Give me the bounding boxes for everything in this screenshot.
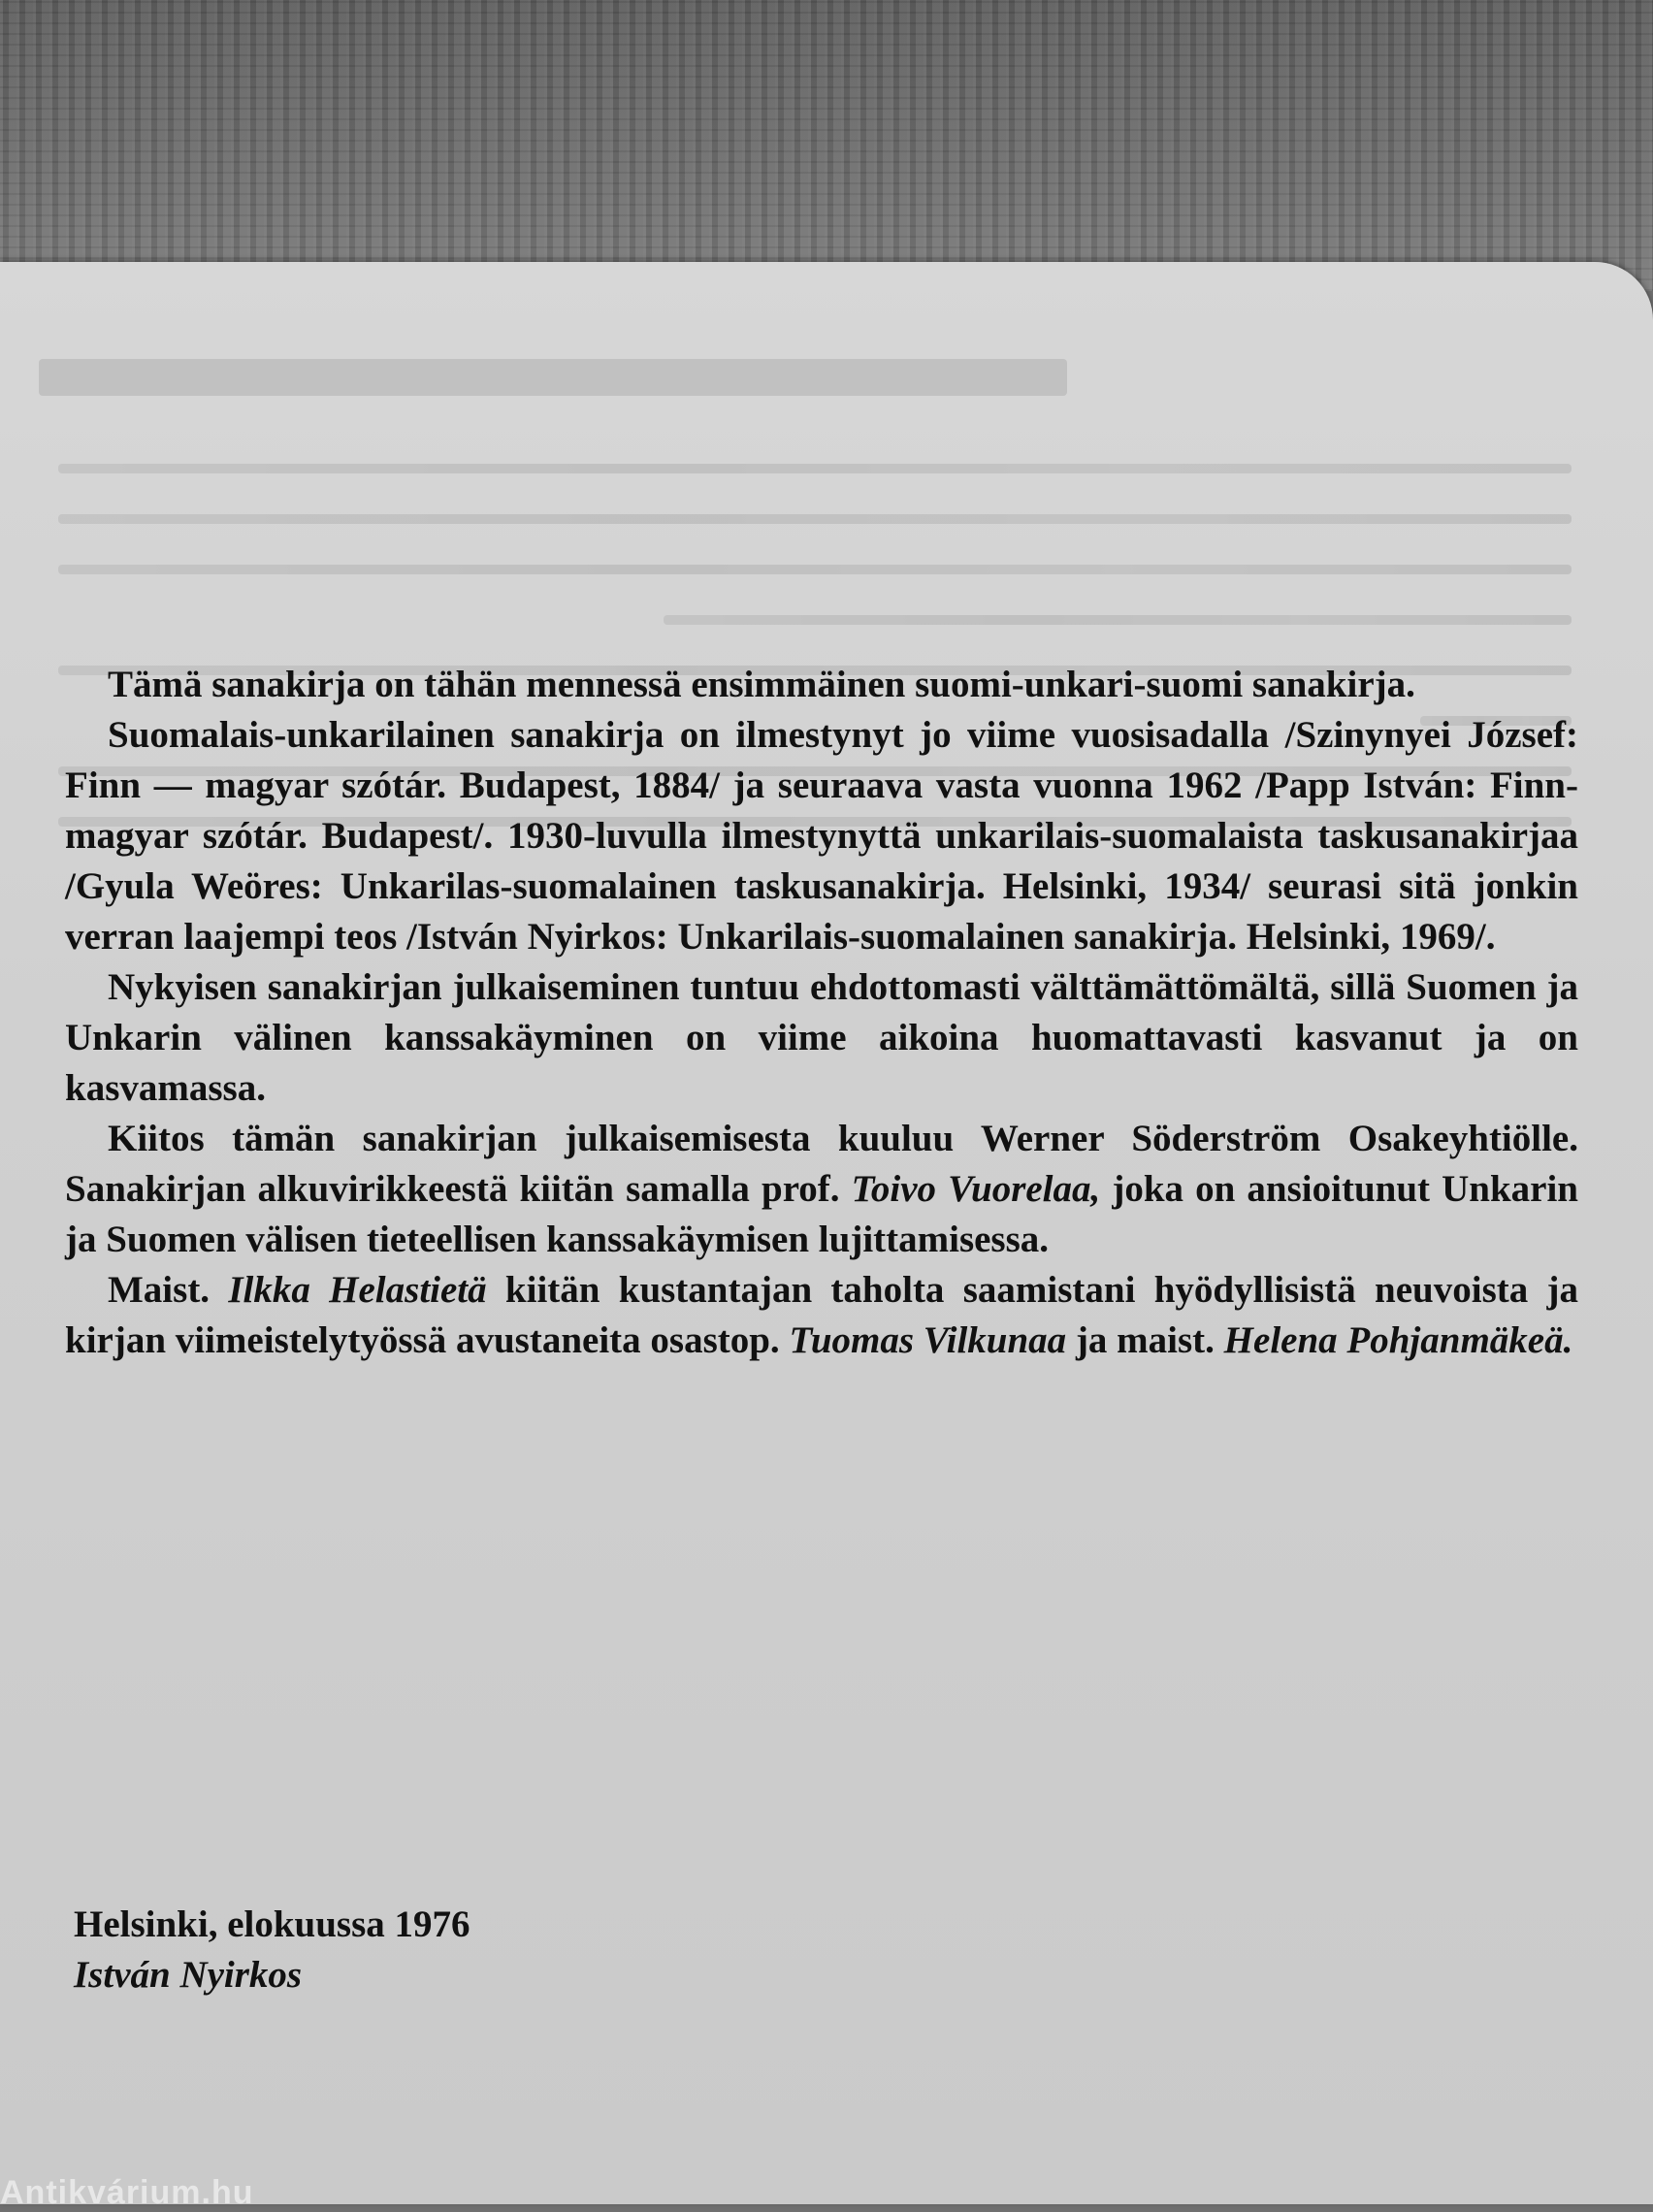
paragraph-4-text-a: Kiitos tämän sanakirjan julkaisemisesta kuuluu Werner Söderström Osakeyhtiölle. Sanakirjan alkuvirikkeestä kiitän samalla prof. (65, 1118, 1578, 1210)
paragraph-5-text-a: Maist. (108, 1269, 229, 1311)
watermark-text: Antikvárium.hu (0, 2174, 254, 2211)
paragraph-3 (65, 962, 1578, 1114)
paragraph-2 (65, 710, 1578, 962)
paragraph-4-text-b: joka on ansioitunut Unkarin ja Suomen välisen tieteellisen kanssakäymisen lujittamisessa. (65, 1168, 1578, 1260)
signature-author: István Nyirkos (74, 1954, 303, 1996)
background-texture (0, 0, 1653, 291)
paragraph-5-name-vilkunaa: Tuomas Vilkunaa (789, 1319, 1067, 1361)
paragraph-5-text-b: kiitän kustantajan taholta saamistani hyödyllisistä neuvoista ja kirjan viimeistelytyössä avustaneita osastop. (65, 1269, 1579, 1361)
paragraph-2-text: Suomalais-unkarilainen sanakirja on ilmestynyt jo viime vuosisadalla /Szinynyei József: Finn — magyar szótár. Budapest, 1884/ ja seuraava vasta vuonna 1962 /Papp István: Finn-magyar szótár. Budapest/. 1930-luvulla ilmestynyttä unkarilais-suomalaista taskusanakirjaa /Gyula Weöres: Unkarilas-suomalainen taskusanakirja. Helsinki, 1934/ seurasi sitä jonkin verran laajempi teos /István Nyirkos: Unkarilais-suomalainen sanakirja. Helsinki, 1969/. (65, 714, 1578, 958)
paragraph-5-name-helastieta: Ilkka Helastietä (228, 1269, 487, 1311)
signature-place-date: Helsinki, elokuussa 1976 (74, 1903, 470, 1945)
preface-text (65, 660, 1578, 1366)
paragraph-1 (65, 660, 1578, 710)
paragraph-4-name-vuorelaa: Toivo Vuorelaa, (851, 1168, 1101, 1210)
paragraph-5-text-c: ja maist. (1066, 1319, 1224, 1361)
paragraph-3-text: Nykyisen sanakirjan julkaiseminen tuntuu ehdottomasti välttämättömältä, sillä Suomen ja Unkarin välinen kanssakäyminen on viime aikoina huomattavasti kasvanut ja on kasvamassa. (65, 966, 1578, 1109)
paragraph-1-text: Tämä sanakirja on tähän mennessä ensimmäinen suomi-unkari-suomi sanakirja. (108, 664, 1415, 705)
paragraph-5 (65, 1265, 1578, 1366)
paragraph-5-name-pohjanmakea: Helena Pohjanmäkeä. (1223, 1319, 1573, 1361)
paragraph-4 (65, 1114, 1578, 1265)
signature-block (74, 1900, 470, 2001)
